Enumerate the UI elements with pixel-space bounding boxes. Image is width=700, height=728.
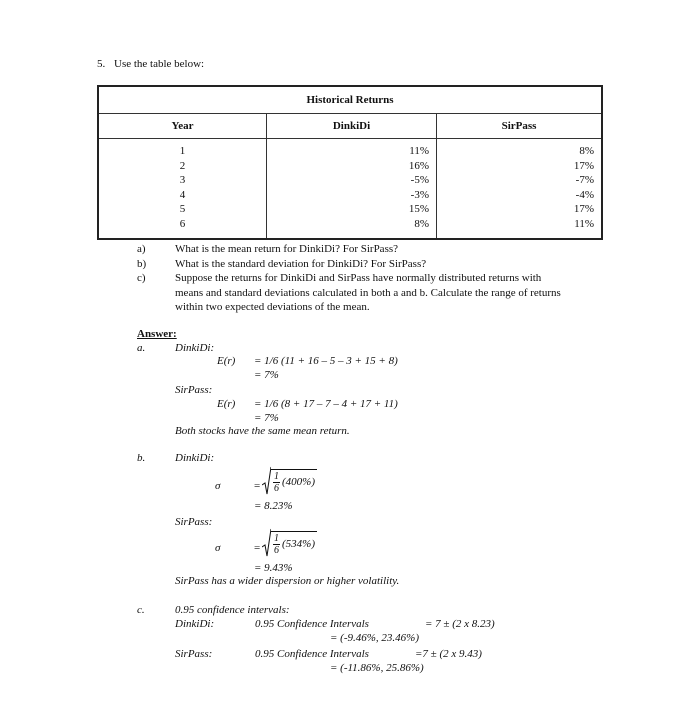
part-a-sirpass-label: SirPass: — [175, 384, 213, 396]
subquestion-c: c) Suppose the returns for DinkiDi and SirPass have normally distributed returns with — [137, 272, 542, 285]
subquestion-list — [137, 242, 561, 315]
part-b-sirpass-label: SirPass: — [175, 516, 213, 528]
subquestion-c-cont: means and standard deviations calculated in both a and b. Calculate the range of returns — [175, 286, 561, 299]
year-cell: 4 — [179, 188, 186, 201]
sirpass-cell: 11% — [574, 217, 594, 230]
part-c-heading: 0.95 confidence intervals: — [175, 604, 290, 616]
header-sirpass: SirPass — [437, 114, 603, 139]
table-title: Historical Returns — [98, 86, 602, 114]
dinkidi-column — [267, 139, 437, 239]
part-a-er2-eq: = 1/6 (8 + 17 – 7 – 4 + 17 + 11) — [254, 398, 398, 410]
sirpass-column — [437, 139, 603, 239]
year-cell: 3 — [179, 174, 186, 187]
year-cell: 5 — [179, 203, 186, 216]
part-c-dinkidi-label: DinkiDi: — [175, 618, 215, 630]
part-b-dinkidi-inner: (400%) — [282, 476, 315, 488]
year-column — [98, 139, 267, 239]
answer-heading: Answer: — [137, 328, 177, 340]
part-b-sirpass-result: = 9.43% — [254, 562, 293, 574]
part-a-dinkidi-label: DinkiDi: — [175, 342, 215, 354]
part-b-eq-sirpass: = — [254, 542, 261, 554]
part-b-dinkidi-result: = 8.23% — [254, 500, 293, 512]
part-c-label: c. — [137, 604, 145, 616]
part-c-dinkidi-result: = (-9.46%, 23.46%) — [330, 632, 419, 644]
dinkidi-cell: 11% — [409, 145, 429, 157]
part-a-er1-eq: = 1/6 (11 + 16 – 5 – 3 + 15 + 8) — [254, 355, 398, 367]
sirpass-cell: -7% — [575, 174, 594, 187]
year-cell: 1 — [179, 145, 186, 157]
part-c-sirpass-ci: 0.95 Confidence Intervals — [255, 648, 369, 660]
question-prompt: Use the table below: — [114, 58, 205, 70]
sirpass-cell: -4% — [575, 188, 594, 201]
dinkidi-cell: -5% — [410, 174, 429, 187]
part-a-conclusion: Both stocks have the same mean return. — [175, 425, 350, 437]
part-b-dinkidi-formula: $\frac{1}{6}$ (400%) — [262, 466, 317, 499]
part-b-sigma-sirpass: σ — [215, 542, 221, 554]
part-a-label: a. — [137, 342, 146, 354]
header-dinkidi: DinkiDi — [267, 114, 437, 139]
dinkidi-cell: 8% — [414, 217, 429, 230]
question-header — [97, 58, 204, 70]
part-b-sigma-dinkidi: σ — [215, 480, 221, 492]
part-b-dinkidi-label: DinkiDi: — [175, 452, 215, 464]
square-root-icon — [262, 528, 271, 558]
part-b-eq-dinkidi: = — [254, 480, 261, 492]
dinkidi-cell: -3% — [410, 188, 429, 201]
subquestion-a: a) What is the mean return for DinkiDi? For SirPass? — [137, 243, 399, 255]
part-b-sirpass-formula: $\frac{1}{6}$ (534%) — [262, 528, 317, 561]
dinkidi-cell: 15% — [408, 203, 429, 216]
part-c-dinkidi-ci: 0.95 Confidence Intervals — [255, 618, 369, 630]
part-a-er2: E(r) — [217, 398, 236, 410]
part-a-er1-res: = 7% — [254, 369, 279, 381]
year-cell: 2 — [179, 159, 186, 172]
part-c-sirpass-label: SirPass: — [175, 648, 213, 660]
part-a-er2-res: = 7% — [254, 412, 279, 424]
question-number: 5. — [97, 58, 106, 70]
part-c-sirpass-result: = (-11.86%, 25.86%) — [330, 662, 424, 674]
square-root-icon — [262, 466, 271, 496]
dinkidi-cell: 16% — [408, 159, 429, 172]
part-a-er1: E(r) — [217, 355, 236, 367]
part-b-sirpass-inner: (534%) — [282, 538, 315, 550]
part-b-label: b. — [137, 452, 146, 464]
sirpass-cell: 17% — [573, 159, 594, 172]
sirpass-cell: 17% — [573, 203, 594, 216]
historical-returns-table — [97, 85, 603, 240]
subquestion-c-cont: within two expected deviations of the mean. — [175, 301, 370, 314]
header-year: Year — [98, 114, 267, 139]
year-cell: 6 — [179, 217, 186, 230]
subquestion-b: b) What is the standard deviation for DinkiDi? For SirPass? — [137, 257, 427, 270]
part-b-conclusion: SirPass has a wider dispersion or higher volatility. — [175, 575, 400, 587]
part-c-sirpass-eq: =7 ± (2 x 9.43) — [415, 648, 482, 660]
sirpass-cell: 8% — [579, 145, 594, 157]
part-c-dinkidi-eq: = 7 ± (2 x 8.23) — [425, 618, 495, 630]
